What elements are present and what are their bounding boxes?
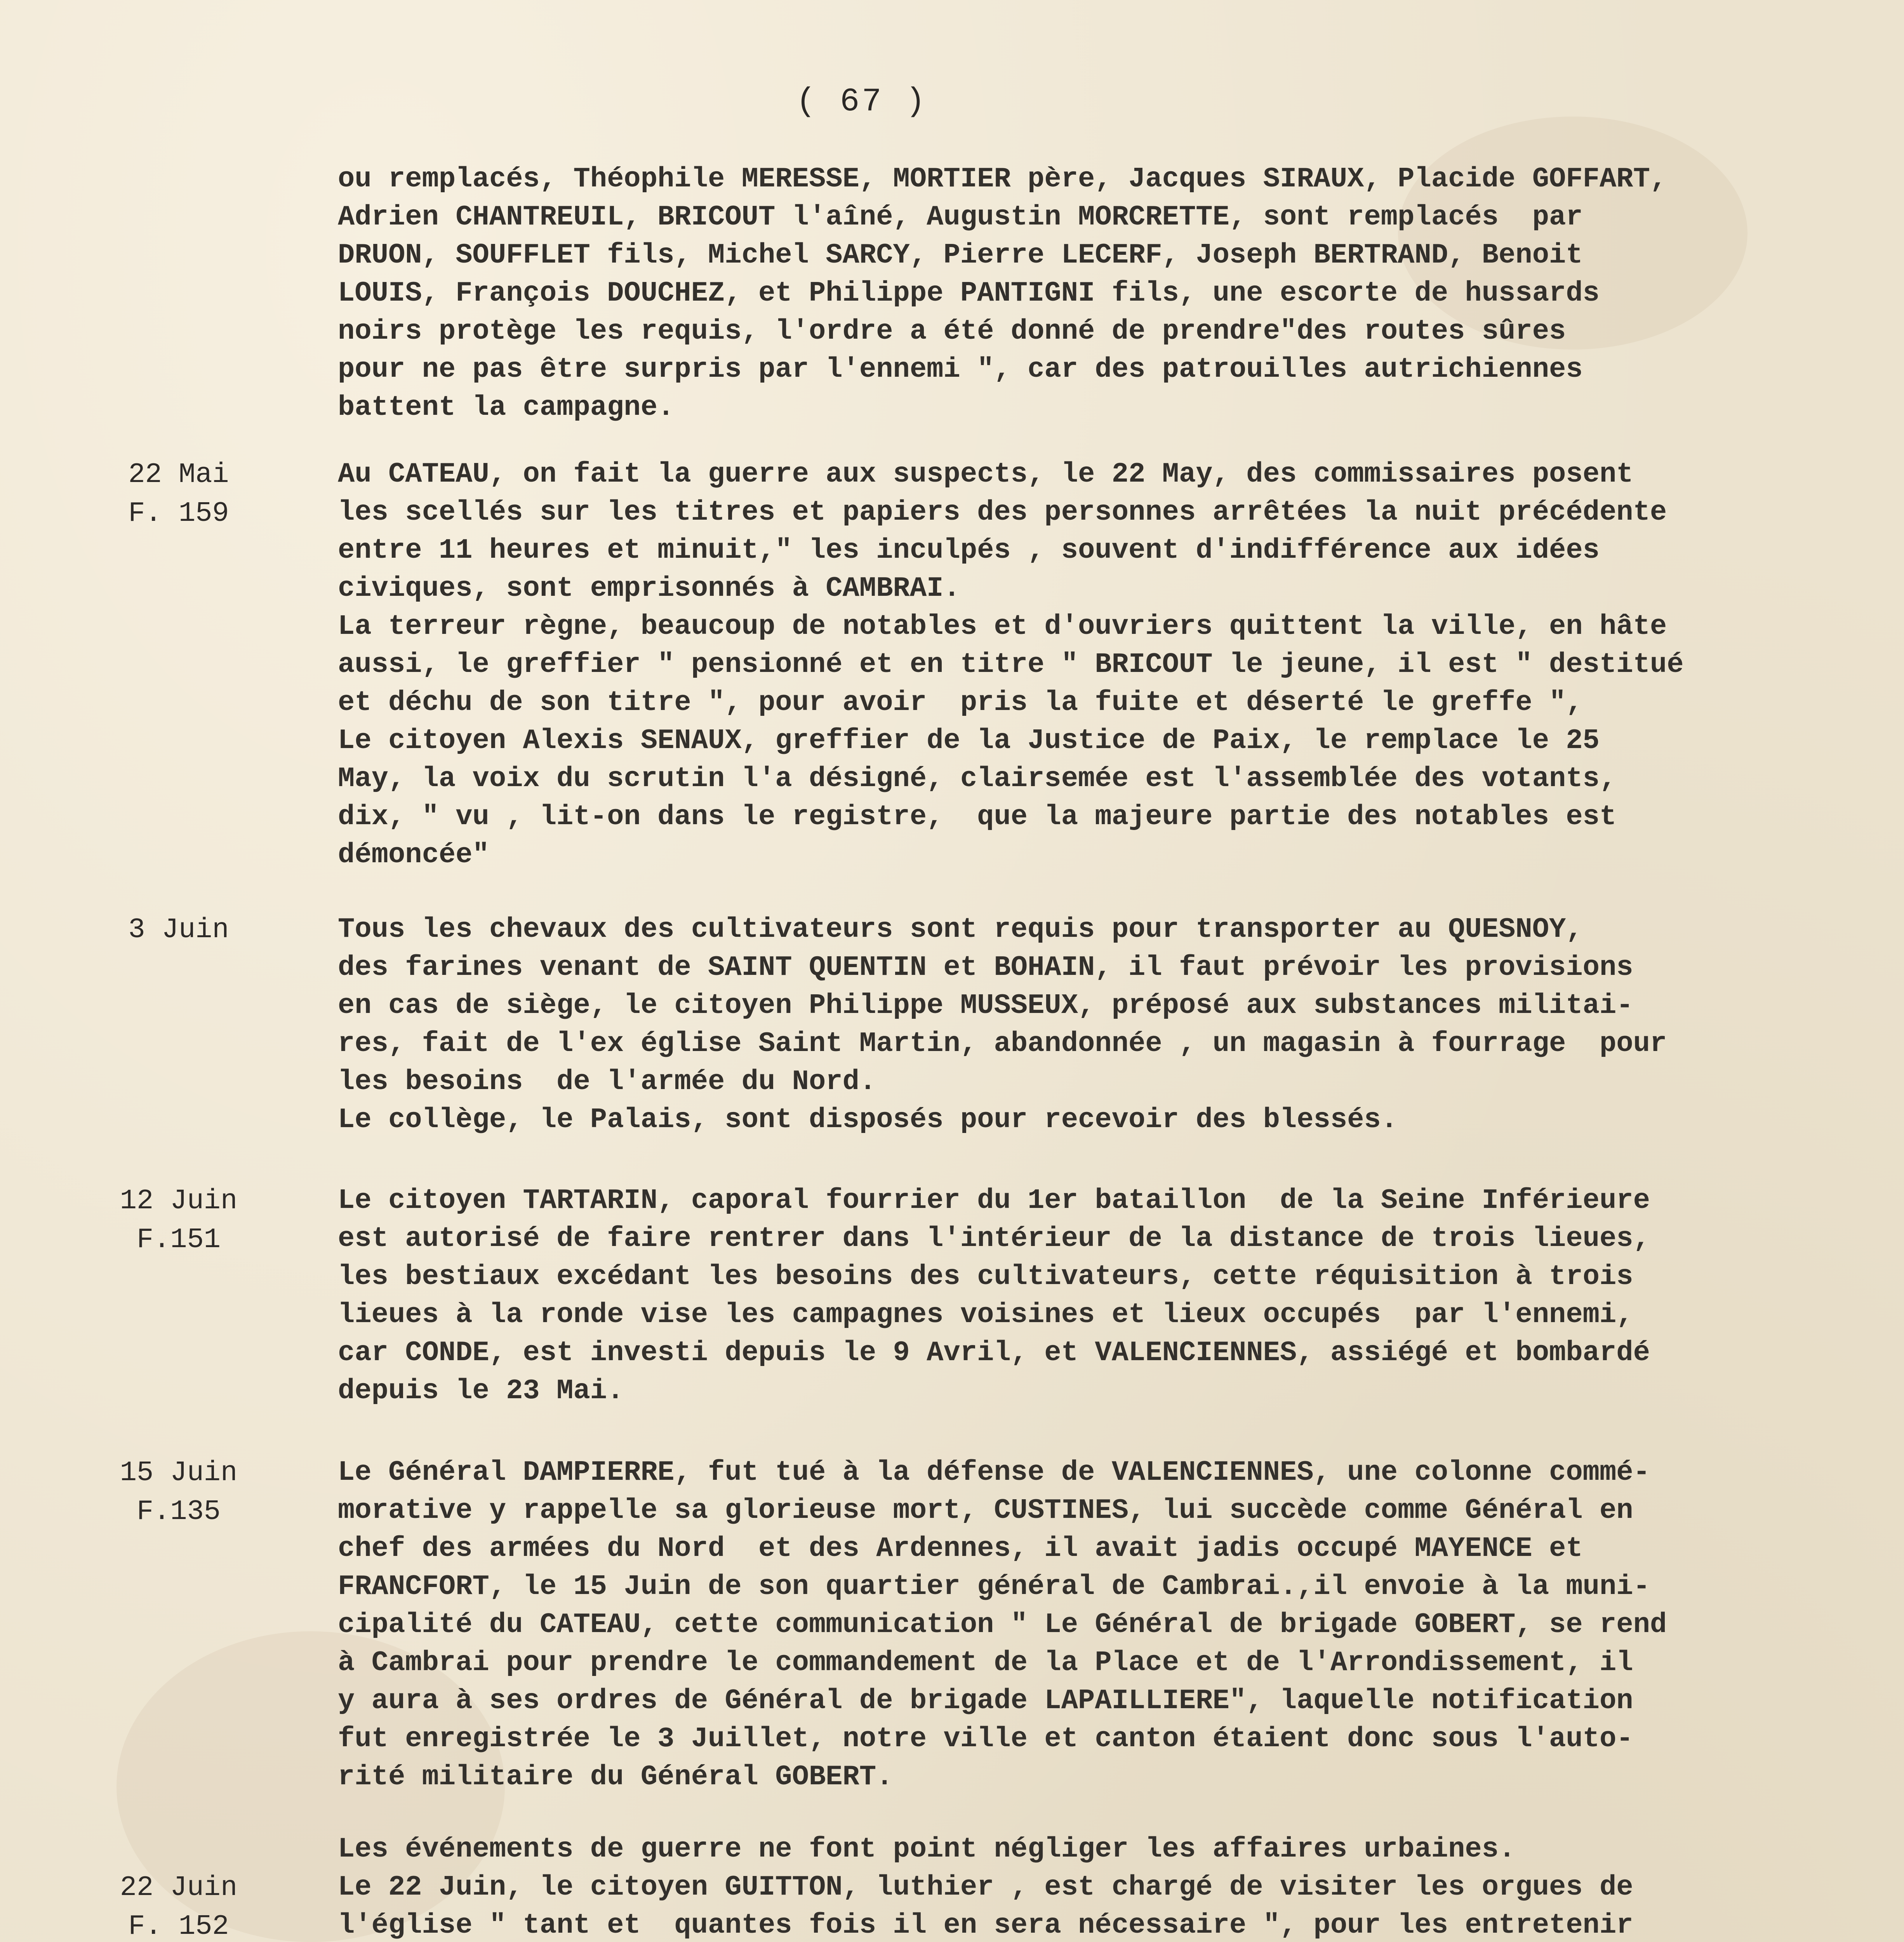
margin-date-line: 12 Juin xyxy=(120,1185,238,1217)
entry-text xyxy=(338,455,1860,874)
margin-folio-line: F.135 xyxy=(136,1496,221,1528)
text-line: La terreur règne, beaucoup de notables et d'ouvriers quittent la ville, en hâte xyxy=(338,611,1667,642)
margin-date-line: 22 Juin xyxy=(120,1872,238,1904)
page-number: ( 67 ) xyxy=(796,84,928,120)
text-line: y aura à ses ordres de Général de brigade LAPAILLIERE", laquelle notification xyxy=(338,1685,1633,1717)
text-line: morative y rappelle sa glorieuse mort, CUSTINES, lui succède comme Général en xyxy=(338,1495,1633,1526)
text-line: FRANCFORT, le 15 Juin de son quartier général de Cambrai.,il envoie à la muni- xyxy=(338,1571,1650,1603)
margin-folio-line: F.151 xyxy=(136,1224,221,1256)
text-line: Tous les chevaux des cultivateurs sont requis pour transporter au QUESNOY, xyxy=(338,914,1583,945)
text-line: lieues à la ronde vise les campagnes voisines et lieux occupés par l'ennemi, xyxy=(338,1299,1633,1331)
text-line: des farines venant de SAINT QUENTIN et BOHAIN, il faut prévoir les provisions xyxy=(338,952,1633,983)
margin-date-line: 3 Juin xyxy=(128,914,229,946)
text-line: entre 11 heures et minuit," les inculpés , souvent d'indifférence aux idées xyxy=(338,534,1600,566)
text-line: à Cambrai pour prendre le commandement de la Place et de l'Arrondissement, il xyxy=(338,1647,1633,1679)
text-line: rité militaire du Général GOBERT. xyxy=(338,1761,893,1793)
entry-text xyxy=(338,160,1860,426)
text-line: les scellés sur les titres et papiers des personnes arrêtées la nuit précédente xyxy=(338,496,1667,528)
entry-text xyxy=(338,1830,1860,1868)
text-line: en cas de siège, le citoyen Philippe MUSSEUX, préposé aux substances militai- xyxy=(338,990,1633,1021)
text-line: est autorisé de faire rentrer dans l'intérieur de la distance de trois lieues, xyxy=(338,1223,1650,1255)
margin-folio-line: F. 152 xyxy=(128,1911,229,1942)
text-line: aussi, le greffier " pensionné et en titre " BRICOUT le jeune, il est " destitué xyxy=(338,649,1684,680)
entry-text xyxy=(338,1453,1860,1796)
margin-date xyxy=(70,1453,287,1531)
text-line: car CONDE, est investi depuis le 9 Avril, et VALENCIENNES, assiégé et bombardé xyxy=(338,1337,1650,1369)
margin-date xyxy=(70,1182,287,1259)
margin-date-line: 15 Juin xyxy=(120,1457,238,1489)
text-line: May, la voix du scrutin l'a désigné, clairsemée est l'assemblée des votants, xyxy=(338,763,1617,795)
margin-folio-line: F. 159 xyxy=(128,498,229,529)
text-line: les besoins de l'armée du Nord. xyxy=(338,1066,876,1098)
text-line: Le citoyen Alexis SENAUX, greffier de la Justice de Paix, le remplace le 25 xyxy=(338,725,1600,757)
text-line: fut enregistrée le 3 Juillet, notre ville et canton étaient donc sous l'auto- xyxy=(338,1723,1633,1755)
entry-text xyxy=(338,1868,1860,1942)
text-line: dix, " vu , lit-on dans le registre, que la majeure partie des notables est xyxy=(338,801,1617,833)
margin-date xyxy=(70,455,287,533)
text-line: depuis le 23 Mai. xyxy=(338,1375,624,1407)
entry-text xyxy=(338,910,1860,1139)
margin-date-line: 22 Mai xyxy=(128,459,229,491)
text-line: Adrien CHANTREUIL, BRICOUT l'aîné, Augustin MORCRETTE, sont remplacés par xyxy=(338,201,1583,233)
text-line: chef des armées du Nord et des Ardennes, il avait jadis occupé MAYENCE et xyxy=(338,1533,1583,1564)
text-line: les bestiaux excédant les besoins des cultivateurs, cette réquisition à trois xyxy=(338,1261,1633,1293)
text-line: noirs protège les requis, l'ordre a été donné de prendre"des routes sûres xyxy=(338,315,1566,347)
text-line: Le 22 Juin, le citoyen GUITTON, luthier , est chargé de visiter les orgues de xyxy=(338,1871,1633,1903)
text-line: Au CATEAU, on fait la guerre aux suspects, le 22 May, des commissaires posent xyxy=(338,458,1633,490)
text-line: Le citoyen TARTARIN, caporal fourrier du 1er bataillon de la Seine Inférieure xyxy=(338,1185,1650,1216)
text-line: battent la campagne. xyxy=(338,392,675,423)
margin-date xyxy=(70,910,287,949)
text-line: cipalité du CATEAU, cette communication " Le Général de brigade GOBERT, se rend xyxy=(338,1609,1667,1641)
text-line: LOUIS, François DOUCHEZ, et Philippe PANTIGNI fils, une escorte de hussards xyxy=(338,277,1600,309)
text-line: l'église " tant et quantes fois il en sera nécessaire ", pour les entretenir xyxy=(338,1909,1633,1941)
text-line: démoncée" xyxy=(338,839,489,871)
text-line: et déchu de son titre ", pour avoir pris la fuite et déserté le greffe ", xyxy=(338,687,1583,719)
text-line: Le collège, le Palais, sont disposés pour recevoir des blessés. xyxy=(338,1104,1398,1136)
margin-date xyxy=(70,1868,287,1942)
text-line: Les événements de guerre ne font point négliger les affaires urbaines. xyxy=(338,1833,1516,1865)
text-line: Le Général DAMPIERRE, fut tué à la défense de VALENCIENNES, une colonne commé- xyxy=(338,1456,1650,1488)
text-line: civiques, sont emprisonnés à CAMBRAI. xyxy=(338,573,960,604)
entry-text xyxy=(338,1182,1860,1410)
text-line: res, fait de l'ex église Saint Martin, abandonnée , un magasin à fourrage pour xyxy=(338,1028,1667,1060)
text-line: pour ne pas être surpris par l'ennemi ", car des patrouilles autrichiennes xyxy=(338,353,1583,385)
text-line: ou remplacés, Théophile MERESSE, MORTIER père, Jacques SIRAUX, Placide GOFFART, xyxy=(338,163,1667,195)
text-line: DRUON, SOUFFLET fils, Michel SARCY, Pierre LECERF, Joseph BERTRAND, Benoit xyxy=(338,239,1583,271)
